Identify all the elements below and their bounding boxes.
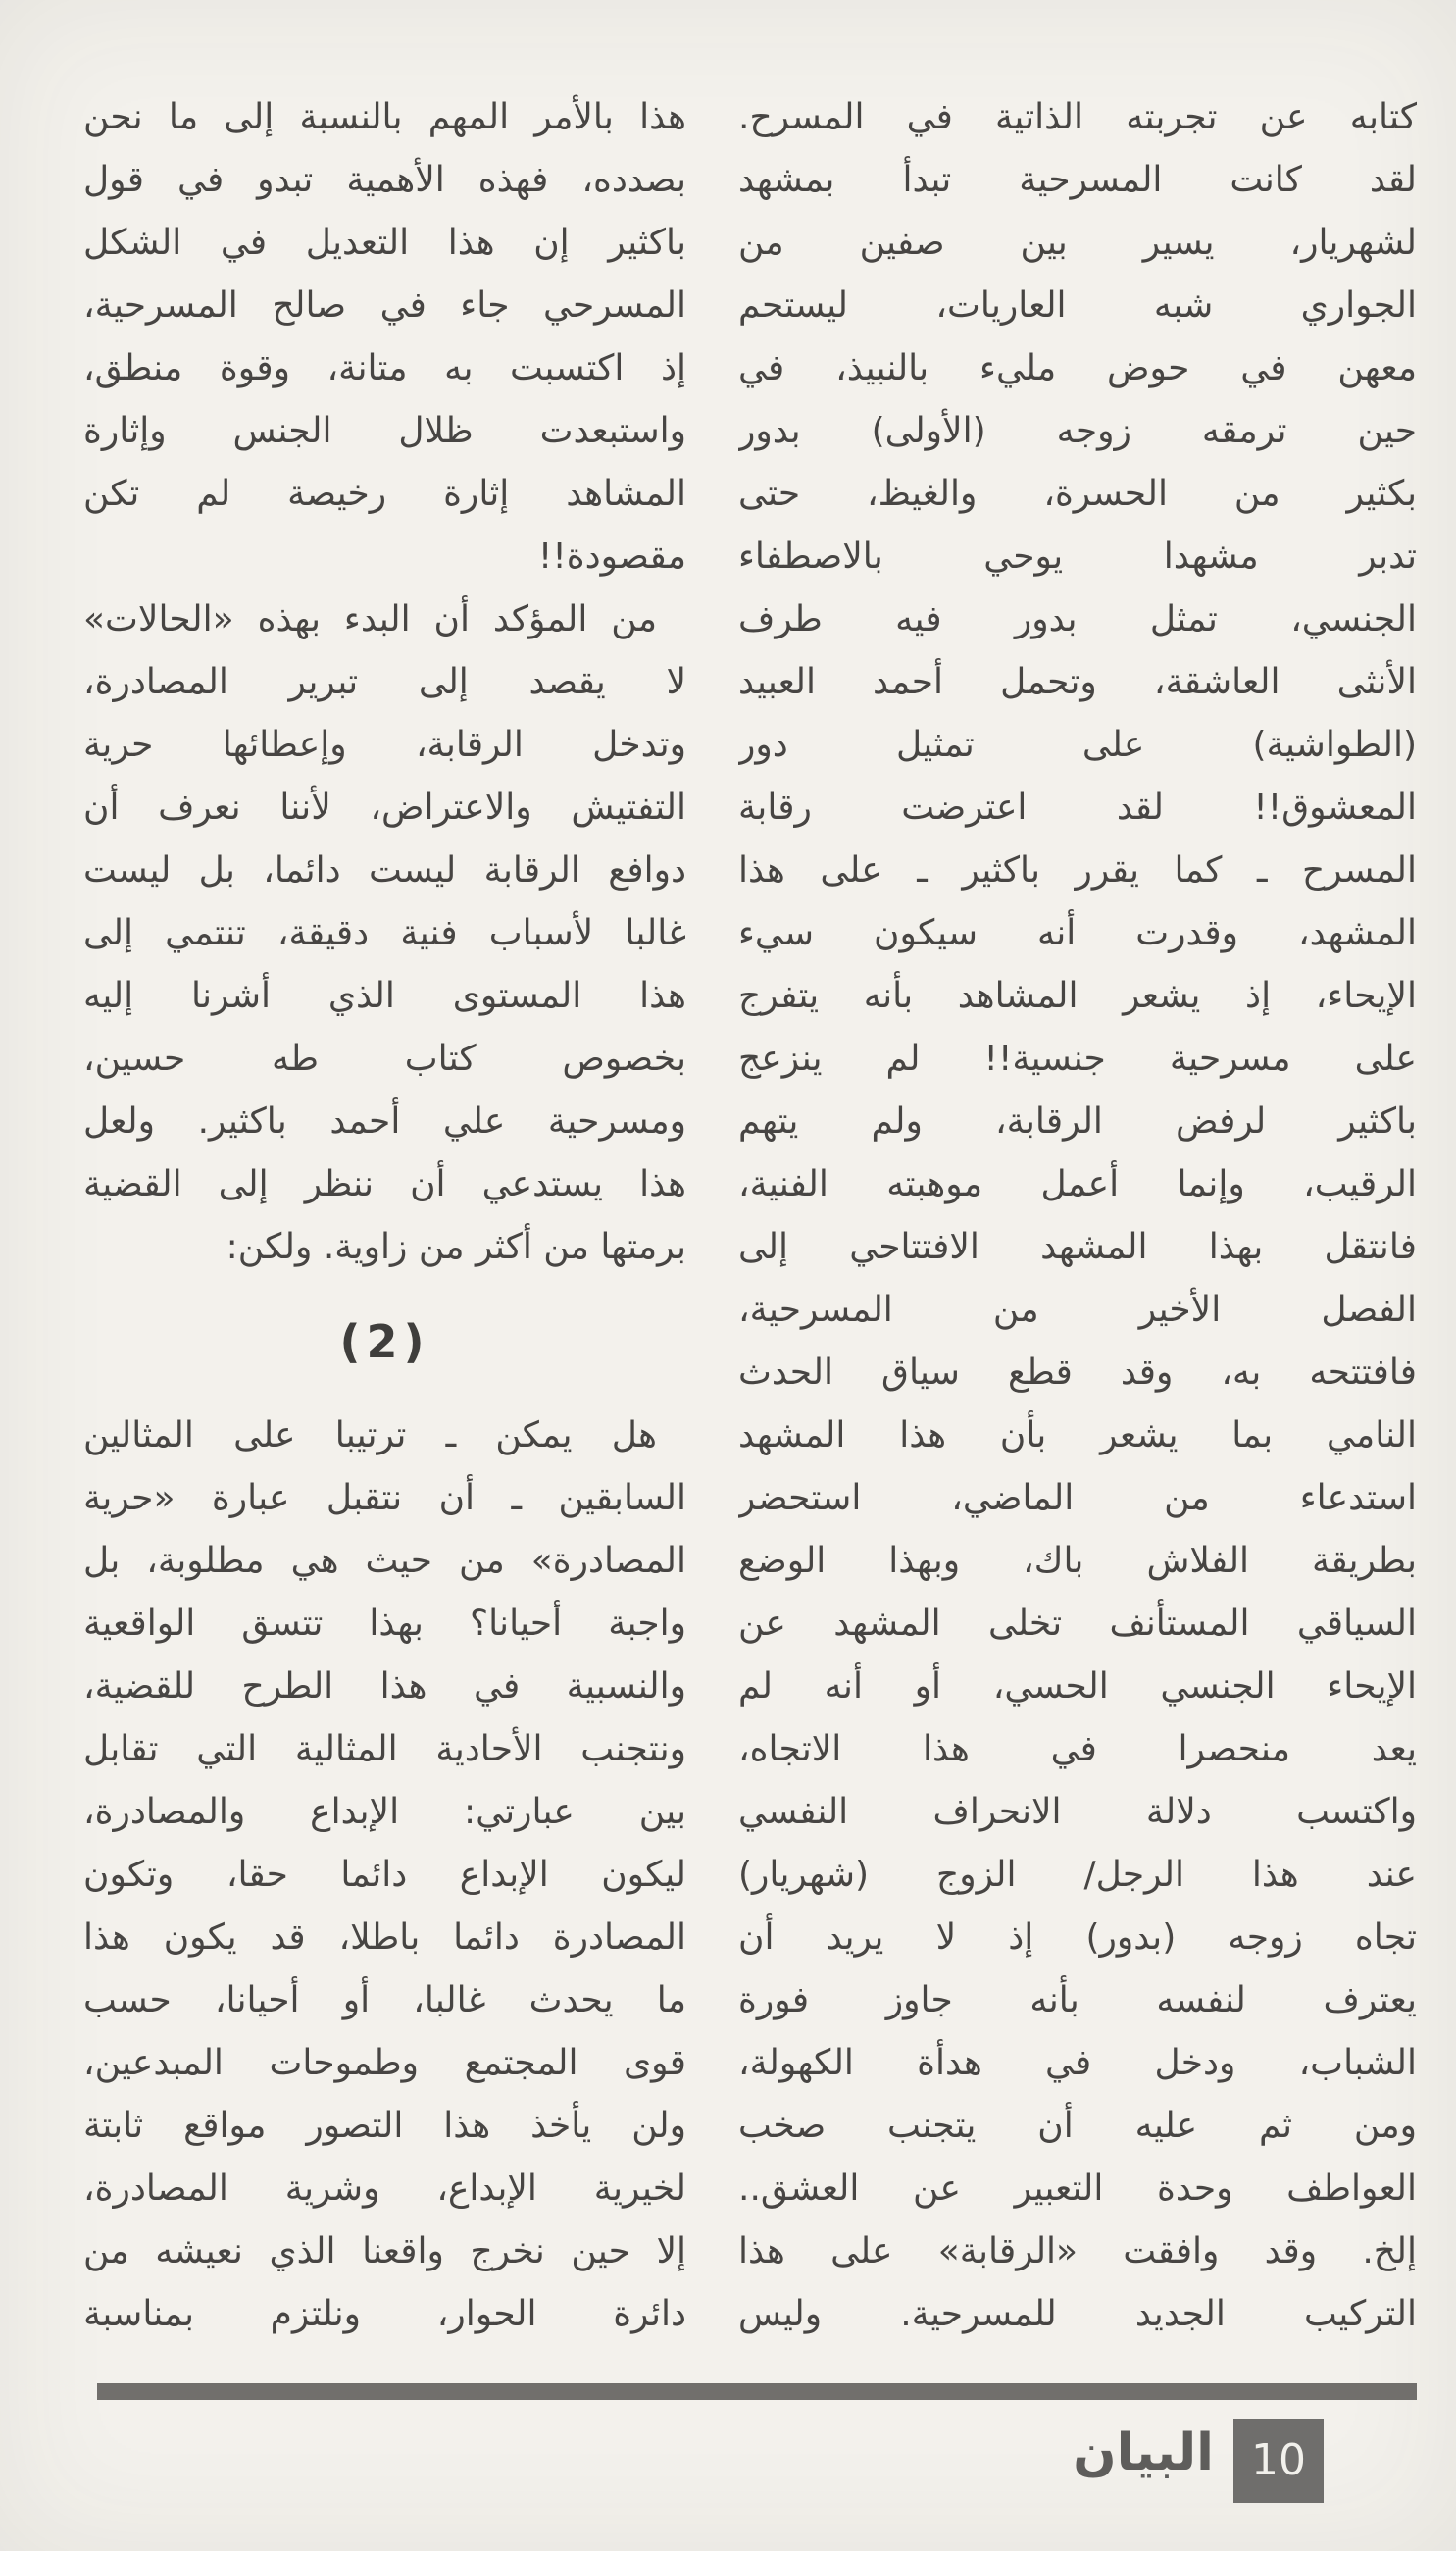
text-line: بخصوص كتاب طه حسين، xyxy=(83,1039,686,1079)
article-right-column xyxy=(738,86,1417,2346)
text-line: الأنثى العاشقة، وتحمل أحمد العبيد xyxy=(738,662,1417,702)
text-line: واجبة أحيانا؟ بهذا تتسق الواقعية xyxy=(83,1604,686,1644)
text-line: دوافع الرقابة ليست دائما، بل ليست xyxy=(83,850,686,891)
text-line: برمتها من أكثر من زاوية. ولكن: xyxy=(226,1227,686,1267)
text-line: حين ترمقه زوجه (الأولى) بدور xyxy=(738,411,1417,451)
text-line: المشهد، وقدرت أنه سيكون سيء xyxy=(738,913,1417,953)
article-left-column xyxy=(83,86,686,2346)
text-line: هذا يستدعي أن ننظر إلى القضية xyxy=(83,1164,686,1204)
text-line: لخيرية الإبداع، وشرية المصادرة، xyxy=(83,2168,686,2209)
text-line: باكثير لرفض الرقابة، ولم يتهم xyxy=(738,1101,1417,1142)
text-line: معهن في حوض مليء بالنبيذ، في xyxy=(738,348,1417,388)
text-line: لقد كانت المسرحية تبدأ بمشهد xyxy=(738,160,1417,200)
text-line: السياقي المستأنف تخلى المشهد عن xyxy=(738,1604,1417,1644)
text-line: فانتقل بهذا المشهد الافتتاحي إلى xyxy=(738,1227,1417,1267)
text-line: استدعاء من الماضي، استحضر xyxy=(738,1478,1417,1518)
newspaper-logo: البيان xyxy=(1073,2423,1214,2482)
text-line: الفصل الأخير من المسرحية، xyxy=(738,1290,1417,1330)
text-line: الإيحاء، إذ يشعر المشاهد بأنه يتفرج xyxy=(738,976,1417,1016)
text-line: يعترف لنفسه بأنه جاوز فورة xyxy=(738,1980,1417,2020)
text-line: وتدخل الرقابة، وإعطائها حرية xyxy=(83,725,686,765)
text-line: يعد منحصرا في هذا الاتجاه، xyxy=(738,1729,1417,1769)
text-line: على مسرحية جنسية!! لم ينزعج xyxy=(738,1039,1417,1079)
text-line: مقصودة!! xyxy=(537,536,686,577)
text-line: ومسرحية علي أحمد باكثير. ولعل xyxy=(83,1101,686,1142)
text-line: (الطواشية) على تمثيل دور xyxy=(738,725,1417,765)
text-line: الجواري شبه العاريات، ليستحم xyxy=(738,285,1417,326)
text-line: المعشوق!! لقد اعترضت رقابة xyxy=(738,788,1417,828)
section-heading: (2) xyxy=(339,1315,430,1368)
text-line: واستبعدت ظلال الجنس وإثارة xyxy=(83,411,686,451)
text-line: التركيب الجديد للمسرحية. وليس xyxy=(738,2294,1417,2334)
text-line: لشهريار، يسير بين صفين من xyxy=(738,223,1417,263)
text-line: ونتجنب الأحادية المثالية التي تقابل xyxy=(83,1729,686,1769)
text-line: من المؤكد أن البدء بهذه «الحالات» xyxy=(83,599,657,639)
text-line: فافتتحه به، وقد قطع سياق الحدث xyxy=(738,1352,1417,1393)
text-line: إذ اكتسبت به متانة، وقوة منطق، xyxy=(83,348,686,388)
text-line: كتابه عن تجربته الذاتية في المسرح. xyxy=(738,97,1417,137)
text-line: دائرة الحوار، ونلتزم بمناسبة xyxy=(83,2294,686,2334)
text-line: بصدده، فهذه الأهمية تبدو في قول xyxy=(83,160,686,200)
text-line: بين عبارتي: الإبداع والمصادرة، xyxy=(83,1792,686,1832)
text-line: قوى المجتمع وطموحات المبدعين، xyxy=(83,2043,686,2083)
footer-divider xyxy=(97,2383,1417,2400)
text-line: ولن يأخذ هذا التصور مواقع ثابتة xyxy=(83,2106,686,2146)
text-line: هل يمكن ـ ترتيبا على المثالين xyxy=(83,1415,657,1455)
text-line: المشاهد إثارة رخيصة لم تكن xyxy=(83,474,686,514)
text-line: بطريقة الفلاش باك، وبهذا الوضع xyxy=(738,1541,1417,1581)
page-number-box xyxy=(1233,2419,1324,2503)
text-line: هذا المستوى الذي أشرنا إليه xyxy=(83,976,686,1016)
text-line: الرقيب، وإنما أعمل موهبته الفنية، xyxy=(738,1164,1417,1204)
text-line: الشباب، ودخل في هدأة الكهولة، xyxy=(738,2043,1417,2083)
text-line: الجنسي، تمثل بدور فيه طرف xyxy=(738,599,1417,639)
text-line: المسرحي جاء في صالح المسرحية، xyxy=(83,285,686,326)
text-line: والنسبية في هذا الطرح للقضية، xyxy=(83,1666,686,1707)
text-line: المصادرة» من حيث هي مطلوبة، بل xyxy=(83,1541,686,1581)
text-line: تجاه زوجه (بدور) إذ لا يريد أن xyxy=(738,1917,1417,1958)
text-line: ومن ثم عليه أن يتجنب صخب xyxy=(738,2106,1417,2146)
text-line: السابقين ـ أن نتقبل عبارة «حرية xyxy=(83,1478,686,1518)
text-line: غالبا لأسباب فنية دقيقة، تنتمي إلى xyxy=(83,913,686,953)
text-line: واكتسب دلالة الانحراف النفسي xyxy=(738,1792,1417,1832)
text-line: ما يحدث غالبا، أو أحيانا، حسب xyxy=(83,1980,686,2020)
text-line: إلخ. وقد وافقت «الرقابة» على هذا xyxy=(738,2231,1417,2271)
text-line: عند هذا الرجل/ الزوج (شهريار) xyxy=(738,1855,1417,1895)
text-line: المسرح ـ كما يقرر باكثير ـ على هذا xyxy=(738,850,1417,891)
page-number: 10 xyxy=(1251,2435,1306,2485)
text-line: الإيحاء الجنسي الحسي، أو أنه لم xyxy=(738,1666,1417,1707)
text-line: النامي بما يشعر بأن هذا المشهد xyxy=(738,1415,1417,1455)
text-line: إلا حين نخرج واقعنا الذي نعيشه من xyxy=(83,2231,686,2271)
text-line: بكثير من الحسرة، والغيظ، حتى xyxy=(738,474,1417,514)
text-line: المصادرة دائما باطلا، قد يكون هذا xyxy=(83,1917,686,1958)
text-line: العواطف وحدة التعبير عن العشق.. xyxy=(738,2168,1417,2209)
text-line: تدبر مشهدا يوحي بالاصطفاء xyxy=(738,536,1417,577)
text-line: التفتيش والاعتراض، لأننا نعرف أن xyxy=(83,788,686,828)
text-line: ليكون الإبداع دائما حقا، وتكون xyxy=(83,1855,686,1895)
text-line: باكثير إن هذا التعديل في الشكل xyxy=(83,223,686,263)
text-line: لا يقصد إلى تبرير المصادرة، xyxy=(83,662,686,702)
text-line: هذا بالأمر المهم بالنسبة إلى ما نحن xyxy=(83,97,686,137)
